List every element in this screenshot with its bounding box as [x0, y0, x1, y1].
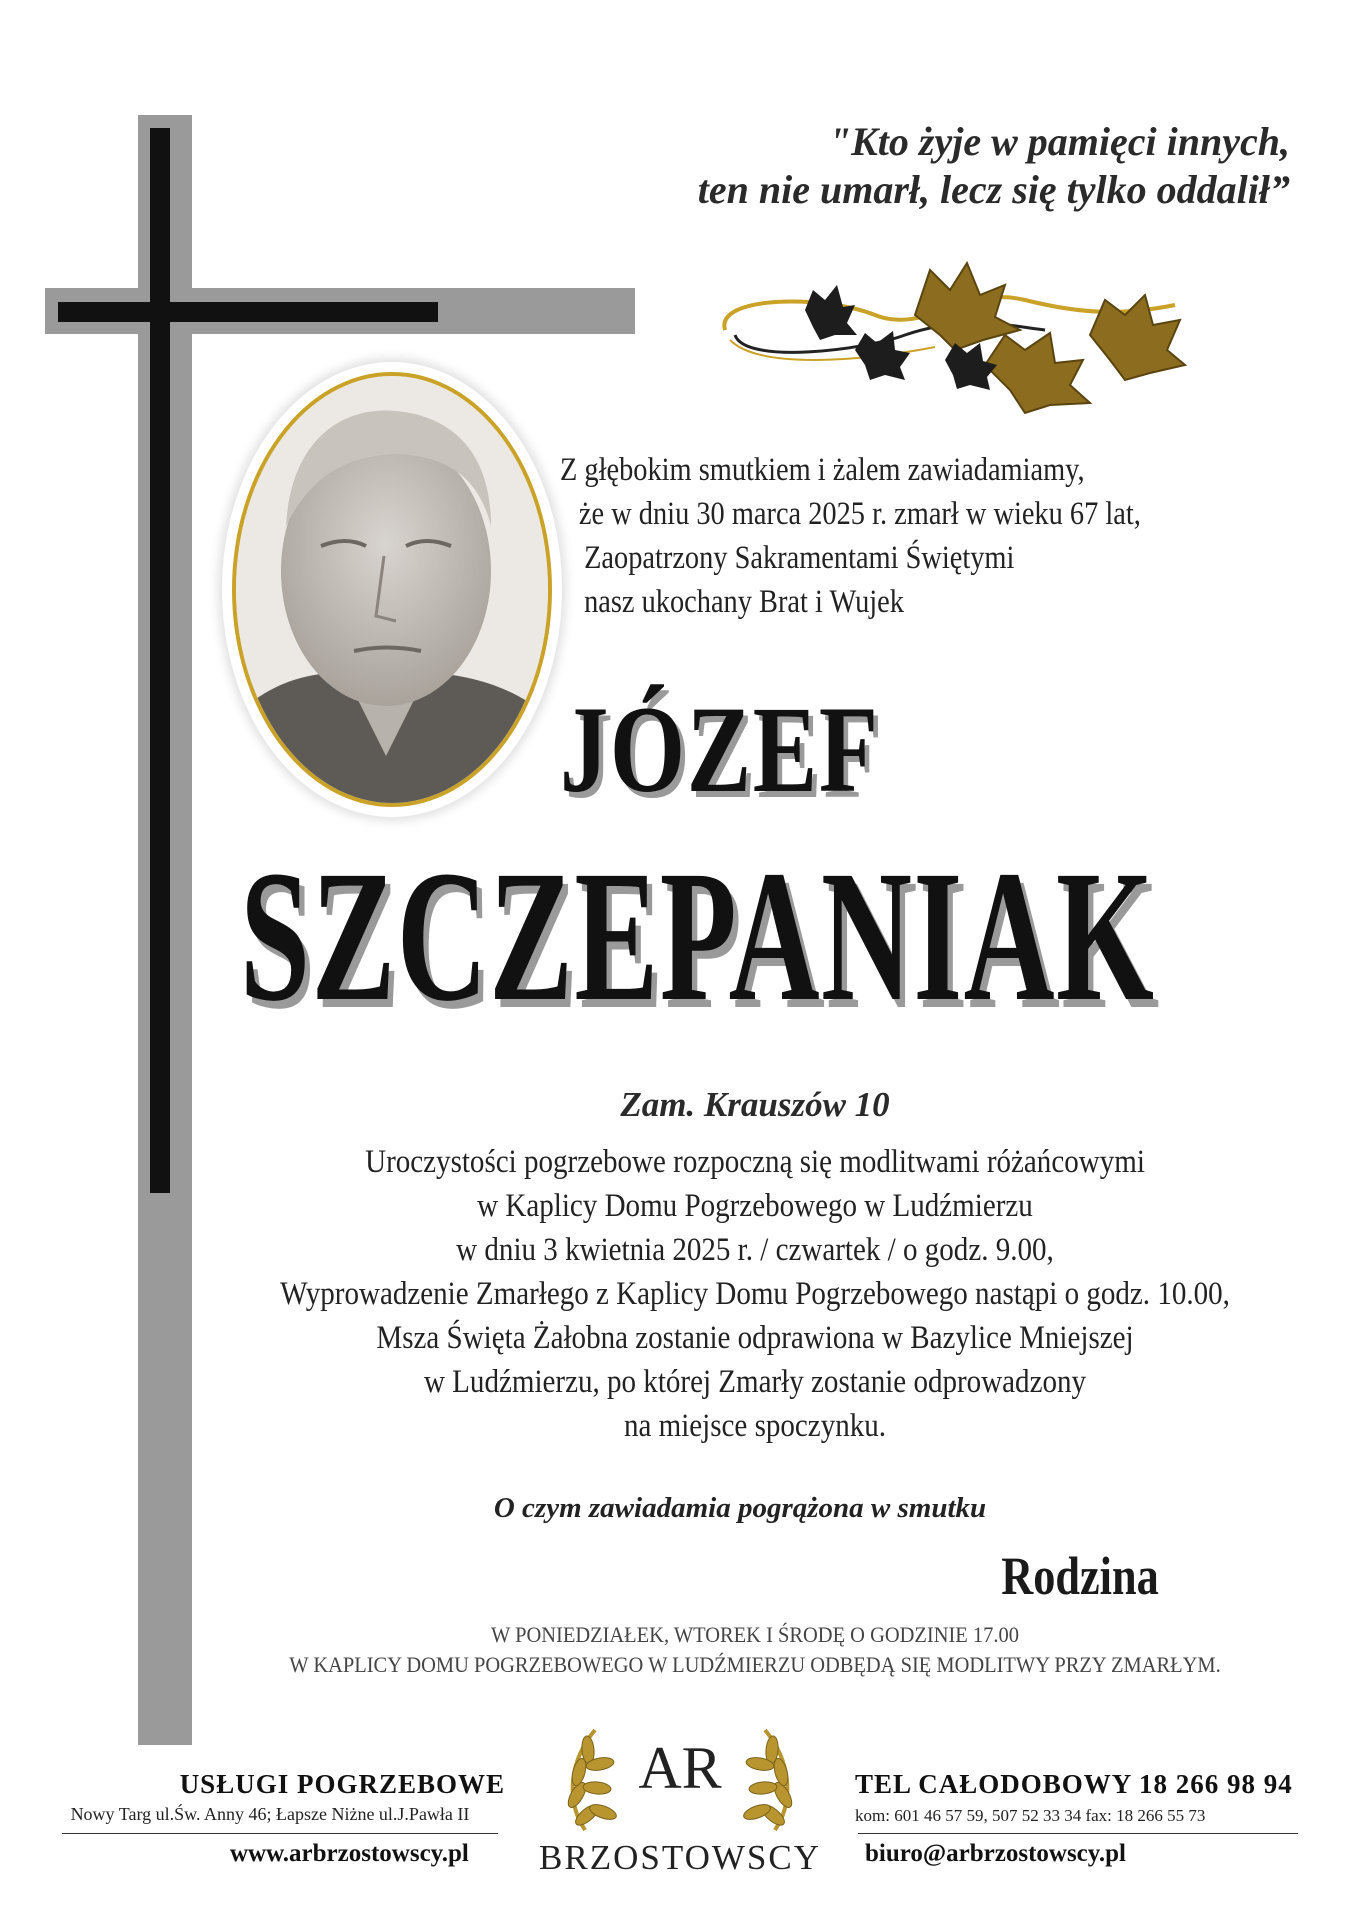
ceremony-line: Uroczystości pogrzebowe rozpoczną się modlitwami różańcowymi: [365, 1144, 1145, 1180]
prayers-line-2: W KAPLICY DOMU POGRZEBOWEGO W LUDŹMIERZU ODBĘDĄ SIĘ MODLITWY PRZY ZMARŁYM.: [289, 1652, 1221, 1677]
ceremony-line: Msza Święta Żałobna zostanie odprawiona w Bazylice Mniejszej: [376, 1320, 1134, 1356]
ceremony-line: na miejsce spoczynku.: [623, 1408, 887, 1444]
footer-company-address: Nowy Targ ul.Św. Anny 46; Łapsze Niżne ul.J.Pawła II: [70, 1804, 470, 1824]
closing-inform: O czym zawiadamia pogrążona w smutku: [493, 1492, 987, 1524]
deceased-address: Zam. Krauszów 10: [620, 1085, 890, 1124]
leaf-ornament-icon: [705, 255, 1250, 425]
ceremony-line: w Ludźmierzu, po której Zmarły zostanie odprowadzony: [423, 1364, 1087, 1400]
announcement-intro: [560, 448, 1280, 624]
memorial-quote: [520, 118, 1290, 214]
logo-mark: AR: [638, 1735, 722, 1801]
intro-line-3: Zaopatrzony Sakramentami Świętymi: [584, 540, 1015, 576]
portrait-photo: [232, 372, 552, 807]
prayers-line-1: W PONIEDZIAŁEK, WTOREK I ŚRODĘ O GODZINIE 17.00: [491, 1622, 1019, 1647]
footer-company-title: USŁUGI POGRZEBOWE: [179, 1769, 505, 1799]
closing-family: Rodzina: [1001, 1546, 1159, 1606]
intro-line-4: nasz ukochany Brat i Wujek: [584, 584, 904, 620]
deceased-surname: SZCZEPANIAK: [240, 831, 1156, 1040]
footer-phone-numbers: kom: 601 46 57 59, 507 52 33 34 fax: 18 266 55 73: [855, 1806, 1206, 1825]
footer-email-link[interactable]: biuro@arbrzostowscy.pl: [865, 1840, 1126, 1867]
ceremony-line: Wyprowadzenie Zmarłego z Kaplicy Domu Pogrzebowego nastąpi o godz. 10.00,: [280, 1276, 1230, 1312]
ceremony-line: w dniu 3 kwietnia 2025 r. / czwartek / o godz. 9.00,: [456, 1232, 1054, 1268]
footer-phone-title: TEL CAŁODOBOWY 18 266 98 94: [855, 1769, 1293, 1799]
cross-icon: [150, 128, 170, 1193]
ceremony-details: [180, 1140, 1330, 1448]
intro-line-2: że w dniu 30 marca 2025 r. zmarł w wieku 67 lat,: [578, 496, 1141, 532]
cross-bar: [58, 302, 438, 322]
footer-left: [35, 1768, 505, 1867]
footer-website-link[interactable]: www.arbrzostowscy.pl: [230, 1840, 469, 1867]
quote-line-2: ten nie umarł, lecz się tylko oddalił”: [697, 167, 1290, 212]
footer-divider-left: [62, 1833, 498, 1834]
quote-line-1: "Kto żyje w pamięci innych,: [828, 119, 1290, 164]
footer-divider-right: [858, 1833, 1298, 1834]
intro-line-1: Z głębokim smutkiem i żalem zawiadamiamy,: [560, 452, 1085, 488]
deceased-first-name: JÓZEF: [560, 681, 880, 818]
logo-name: BRZOSTOWSCY: [539, 1838, 821, 1877]
prayers-notice: [180, 1620, 1330, 1680]
footer-right: [855, 1768, 1325, 1867]
ceremony-line: w Kaplicy Domu Pogrzebowego w Ludźmierzu: [477, 1188, 1033, 1224]
